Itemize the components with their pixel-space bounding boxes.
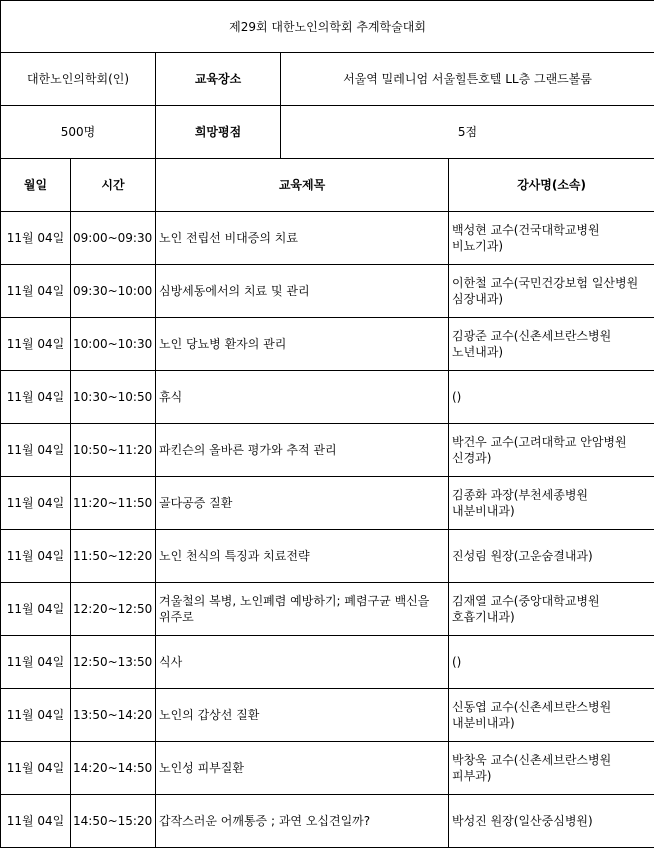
venue-value: 서울역 밀레니엄 서울힐튼호텔 LL층 그랜드볼룸 [281,53,654,106]
session-title: 노인 당뇨병 환자의 관리 [156,318,449,371]
points-label: 희망평점 [156,106,281,159]
column-header-date: 월일 [1,159,71,212]
column-header-title: 교육제목 [156,159,449,212]
session-title: 심방세동에서의 치료 및 관리 [156,265,449,318]
session-title: 노인 천식의 특징과 치료전략 [156,530,449,583]
table-row [1,583,654,636]
column-header-time: 시간 [71,159,156,212]
table-row [1,795,654,848]
session-date: 11월 04일 [1,583,71,636]
session-time: 10:50~11:20 [71,424,156,477]
session-date: 11월 04일 [1,371,71,424]
session-time: 09:30~10:00 [71,265,156,318]
session-speaker: 신동엽 교수(신촌세브란스병원 내분비내과) [449,689,654,742]
session-date: 11월 04일 [1,795,71,848]
session-speaker: () [449,371,654,424]
table-row [1,265,654,318]
table-row [1,530,654,583]
session-speaker: 박성진 원장(일산중심병원) [449,795,654,848]
session-speaker: 진성림 원장(고운숨결내과) [449,530,654,583]
table-row [1,318,654,371]
session-date: 11월 04일 [1,530,71,583]
session-title: 노인의 갑상선 질환 [156,689,449,742]
session-title: 노인성 피부질환 [156,742,449,795]
session-speaker: 백성현 교수(건국대학교병원 비뇨기과) [449,212,654,265]
points-value: 5점 [281,106,654,159]
session-time: 12:50~13:50 [71,636,156,689]
table-row [1,689,654,742]
session-date: 11월 04일 [1,212,71,265]
venue-label: 교육장소 [156,53,281,106]
session-title: 겨울철의 복병, 노인폐렴 예방하기; 폐렴구균 백신을 위주로 [156,583,449,636]
session-speaker: () [449,636,654,689]
session-speaker: 박창욱 교수(신촌세브란스병원 피부과) [449,742,654,795]
session-time: 10:30~10:50 [71,371,156,424]
column-header-speaker: 강사명(소속) [449,159,654,212]
session-speaker: 김재열 교수(중앙대학교병원 호흡기내과) [449,583,654,636]
session-date: 11월 04일 [1,424,71,477]
meta-row-points [1,106,654,159]
session-date: 11월 04일 [1,265,71,318]
table-row [1,636,654,689]
table-row [1,212,654,265]
table-row [1,477,654,530]
meta-row-venue [1,53,654,106]
organizer-cell: 대한노인의학회(인) [1,53,156,106]
session-date: 11월 04일 [1,742,71,795]
table-row [1,742,654,795]
title-row [1,1,654,53]
session-time: 12:20~12:50 [71,583,156,636]
session-date: 11월 04일 [1,636,71,689]
event-title: 제29회 대한노인의학회 추계학술대회 [1,1,654,53]
session-time: 14:20~14:50 [71,742,156,795]
session-time: 11:20~11:50 [71,477,156,530]
session-title: 갑작스러운 어깨통증 ; 과연 오십견일까? [156,795,449,848]
header-row [1,159,654,212]
session-title: 노인 전립선 비대증의 치료 [156,212,449,265]
session-time: 14:50~15:20 [71,795,156,848]
session-speaker: 박건우 교수(고려대학교 안암병원 신경과) [449,424,654,477]
session-title: 파킨슨의 올바른 평가와 추적 관리 [156,424,449,477]
session-speaker: 이한철 교수(국민건강보험 일산병원 심장내과) [449,265,654,318]
session-date: 11월 04일 [1,318,71,371]
session-time: 11:50~12:20 [71,530,156,583]
session-time: 10:00~10:30 [71,318,156,371]
session-date: 11월 04일 [1,689,71,742]
session-title: 식사 [156,636,449,689]
session-time: 13:50~14:20 [71,689,156,742]
session-title: 휴식 [156,371,449,424]
capacity-cell: 500명 [1,106,156,159]
table-row [1,424,654,477]
table-row [1,371,654,424]
session-time: 09:00~09:30 [71,212,156,265]
session-date: 11월 04일 [1,477,71,530]
session-speaker: 김종화 과장(부천세종병원 내분비내과) [449,477,654,530]
session-title: 골다공증 질환 [156,477,449,530]
session-speaker: 김광준 교수(신촌세브란스병원 노년내과) [449,318,654,371]
